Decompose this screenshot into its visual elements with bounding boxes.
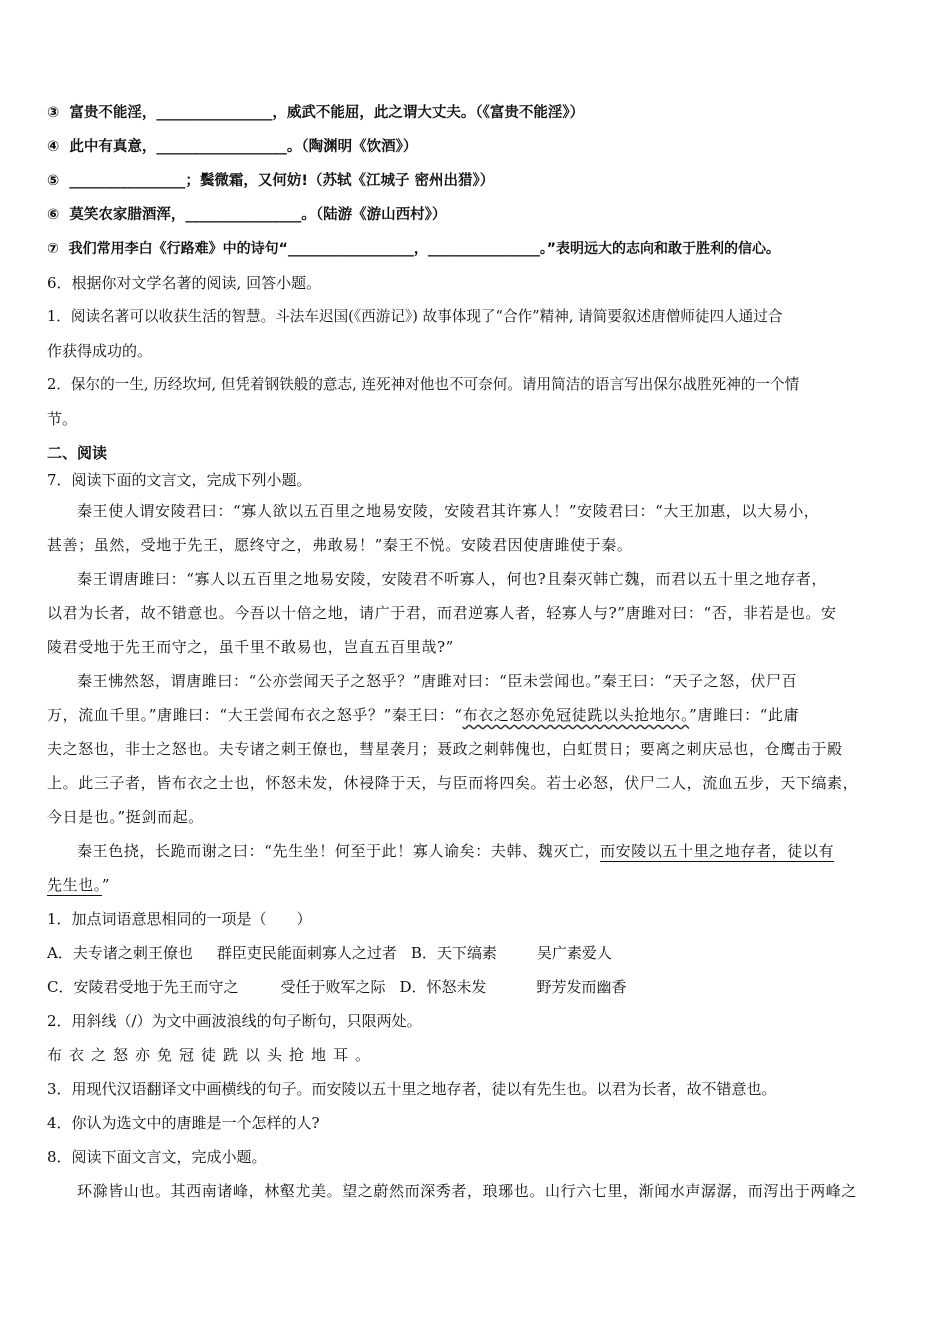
q6-title: 6．根据你对文学名著的阅读, 回答小题。 [47, 274, 322, 292]
q7-4: 4．你认为选文中的唐雎是一个怎样的人? [47, 1114, 320, 1132]
passage-line: 陵君受地于先王而守之，虽千里不敢易也，岂直五百里哉?” [47, 638, 454, 656]
q7-1-options-cd: C．安陵君受地于先王而守之 受任于败军之际 D．怀怒未发 野芳发而幽香 [47, 978, 627, 996]
q6-1-line1: 1．阅读名著可以收获生活的智慧。斗法车迟国(《西游记》) 故事体现了“合作”精神, 请简要叙述唐僧师徒四人通过合 [47, 308, 783, 325]
option-d[interactable]: D．怀怒未发 [399, 978, 487, 996]
passage-line: 秦王色挠，长跪而谢之曰：“先生坐！何至于此！寡人谕矣：夫韩、魏灭亡，而安陵以五十里之地存者，徒以有 [77, 842, 835, 860]
q6-1-line2: 作获得成功的。 [47, 342, 153, 360]
passage-line: 万，流血千里。”唐雎曰：“大王尝闻布衣之怒乎？”秦王曰：“布衣之怒亦免冠徒跣以头抢地尔。”唐雎曰：“此庸 [47, 706, 800, 724]
q8-title: 8．阅读下面文言文，完成小题。 [47, 1148, 267, 1166]
fill-blank-7: ⑦ 我们常用李白《行路难》中的诗句“__________________，________________。”表明远大的志向和敢于胜利的信心。 [47, 241, 781, 257]
passage-line: 今日是也。”挺剑而起。 [47, 808, 204, 826]
option-b[interactable]: B．天下缟素 [410, 944, 497, 962]
option-a[interactable]: A．夫专诸之刺王僚也 [47, 944, 193, 962]
blank-answer[interactable]: ________________ [69, 173, 186, 189]
passage-line: 先生也。” [47, 876, 111, 894]
passage-line: 环滁皆山也。其西南诸峰，林壑尤美。望之蔚然而深秀者，琅琊也。山行六七里，渐闻水声潺潺，而泻出于两峰之 [77, 1182, 858, 1200]
passage-line: 上。此三子者，皆布衣之士也，怀怒未发，休祲降于天，与臣而将四矣。若士必怒，伏尸二人，流血五步，天下缟素， [47, 774, 859, 792]
q7-2-sentence: 布衣之怒亦免冠徒跣以头抢地耳。 [47, 1046, 378, 1064]
q7-title: 7．阅读下面的文言文，完成下列小题。 [47, 471, 312, 489]
blank-answer[interactable]: ________________ [185, 207, 302, 223]
fill-blank-5: ⑤ ________________；鬓微霜，又何妨!（苏轼《江城子 密州出猎》） [47, 173, 495, 189]
q7-3: 3．用现代汉语翻译文中画横线的句子。而安陵以五十里之地存者，徒以有先生也。以君为长者，故不错意也。 [47, 1080, 777, 1098]
document-page [47, 96, 909, 1208]
underlined-sentence: 先生也。 [47, 876, 102, 894]
fill-blank-4: ④ 此中有真意，__________________。（陶渊明《饮酒》） [47, 139, 418, 155]
option-c[interactable]: C．安陵君受地于先王而守之 [47, 978, 239, 996]
passage-line: 甚善；虽然，受地于先王，愿终守之，弗敢易！”秦王不悦。安陵君因使唐雎使于秦。 [47, 536, 633, 554]
blank-answer[interactable]: ________________ [156, 105, 273, 121]
passage-line: 以君为长者，故不错意也。今吾以十倍之地，请广于君，而君逆寡人者，轻寡人与?”唐雎对曰：“否，非若是也。安 [47, 604, 837, 622]
q6-2-line2: 节。 [47, 410, 78, 428]
section-heading: 二、阅读 [47, 444, 108, 462]
passage-line: 夫之怒也，非士之怒也。夫专诸之刺王僚也，彗星袭月；聂政之刺韩傀也，白虹贯日；要离之刺庆忌也，仓鹰击于殿 [47, 740, 843, 758]
fill-blank-6: ⑥ 莫笑农家腊酒浑，________________。（陆游《游山西村》） [47, 207, 447, 223]
blank-answer[interactable]: __________________ [287, 241, 414, 257]
passage-line: 秦王谓唐雎曰：“寡人以五百里之地易安陵，安陵君不听寡人，何也?且秦灭韩亡魏，而君以五十里之地存者， [77, 570, 828, 588]
q7-2: 2．用斜线（/）为文中画波浪线的句子断句，只限两处。 [47, 1012, 422, 1030]
passage-line: 秦王怫然怒，谓唐雎曰：“公亦尝闻天子之怒乎？”唐雎对曰：“臣未尝闻也。”秦王曰：“天子之怒，伏尸百 [77, 672, 798, 690]
wavy-underlined-sentence: 布衣之怒亦免冠徒跣以头抢地尔。 [462, 706, 690, 724]
q7-1: 1．加点词语意思相同的一项是（ ） [47, 910, 312, 928]
q7-1-options-ab: A．夫专诸之刺王僚也 群臣吏民能面刺寡人之过者 B．天下缟素 吴广素爱人 [47, 944, 612, 962]
underlined-sentence: 而安陵以五十里之地存者，徒以有 [600, 842, 835, 860]
fill-blank-3: ③ 富贵不能淫，________________，威武不能屈，此之谓大丈夫。（《富贵不能淫》） [47, 105, 585, 121]
passage-line: 秦王使人谓安陵君曰：“寡人欲以五百里之地易安陵，安陵君其许寡人！”安陵君曰：“大王加惠，以大易小， [77, 502, 820, 520]
blank-answer[interactable]: __________________ [156, 139, 287, 155]
q6-2-line1: 2．保尔的一生, 历经坎坷, 但凭着钢铁般的意志, 连死神对他也不可奈何。请用简洁的语言写出保尔战胜死神的一个情 [47, 376, 800, 393]
blank-answer[interactable]: ________________ [427, 241, 540, 257]
